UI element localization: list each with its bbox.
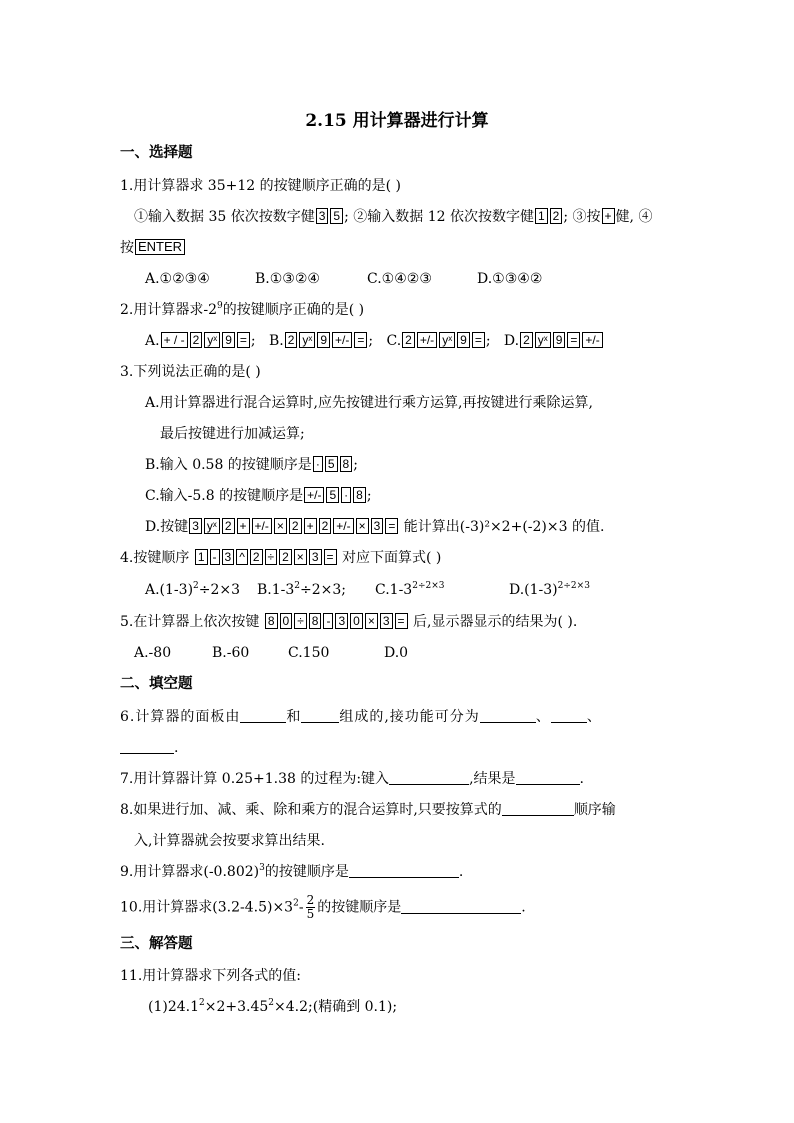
key-sign: +/- bbox=[417, 332, 437, 348]
q4-option-a-text: A.(1-3) bbox=[145, 582, 194, 598]
key-divide: ÷ bbox=[294, 613, 307, 629]
key-0: 0 bbox=[350, 613, 363, 629]
answer-blank[interactable] bbox=[120, 739, 174, 754]
separator: ; bbox=[250, 333, 256, 349]
q5-option-c: C.150 bbox=[288, 645, 330, 661]
key-plus: + bbox=[602, 208, 615, 224]
separator: ; bbox=[368, 333, 374, 349]
key-8: 8 bbox=[353, 487, 366, 503]
answer-blank[interactable] bbox=[516, 770, 580, 785]
q8-text: 8.如果进行加、减、乘、除和乘方的混合运算时,只要按算式的 bbox=[120, 802, 502, 818]
q9-text: 9.用计算器求(-0.802) bbox=[120, 864, 260, 880]
key-3: 3 bbox=[316, 208, 329, 224]
key-5: 5 bbox=[330, 208, 343, 224]
answer-blank[interactable] bbox=[389, 770, 469, 785]
q4-option-b-text: ÷2×3; bbox=[300, 582, 347, 598]
q10-fraction bbox=[306, 894, 316, 921]
key-9: 9 bbox=[457, 332, 470, 348]
key-divide: ÷ bbox=[265, 549, 278, 565]
key-times: × bbox=[274, 518, 287, 534]
q6-text: 和 bbox=[286, 709, 302, 725]
q1-stem: 1.用计算器求 35+12 的按键顺序正确的是( ) bbox=[120, 178, 401, 194]
section-heading-answer: 三、解答题 bbox=[120, 935, 193, 952]
q5-option-d: D.0 bbox=[384, 645, 409, 661]
key-equals: = bbox=[567, 332, 580, 348]
q10-line bbox=[120, 894, 526, 921]
q5-option-a: A.-80 bbox=[134, 645, 172, 661]
key-power: yˣ bbox=[204, 332, 220, 348]
key-2: 2 bbox=[279, 549, 292, 565]
key-power: yˣ bbox=[204, 518, 220, 534]
key-2: 2 bbox=[250, 549, 263, 565]
q1-options bbox=[145, 269, 542, 289]
q3-text: 能计算出(-3)²×2+(-2)×3 的值. bbox=[403, 519, 605, 535]
q2-text: 的按键顺序正确的是( ) bbox=[222, 302, 365, 318]
q10-text: . bbox=[521, 899, 526, 916]
q1-option-c: C.①④②③ bbox=[367, 271, 432, 287]
q2-stem bbox=[120, 300, 364, 320]
key-0: 0 bbox=[280, 613, 293, 629]
key-2: 2 bbox=[319, 518, 332, 534]
key-3: 3 bbox=[335, 613, 348, 629]
key-3: 3 bbox=[380, 613, 393, 629]
section-heading-fill: 二、填空题 bbox=[120, 675, 193, 692]
q6-text: . bbox=[174, 740, 179, 756]
answer-blank[interactable] bbox=[480, 708, 536, 723]
q1-option-a: A.①②③④ bbox=[145, 271, 210, 287]
q4-option-d bbox=[509, 580, 590, 600]
key-dot: · bbox=[341, 487, 351, 503]
key-sign: +/- bbox=[582, 332, 602, 348]
q4-option-b-text: B.1-3 bbox=[257, 582, 295, 598]
q8-text: 顺序输 bbox=[573, 802, 616, 818]
q10-text: - bbox=[298, 899, 304, 916]
key-8: 8 bbox=[265, 613, 278, 629]
q5-text: 5.在计算器上依次按键 bbox=[120, 614, 260, 630]
key-3: 3 bbox=[222, 549, 235, 565]
q1-text: ①输入数据 35 依次按数字健 bbox=[134, 209, 315, 225]
key-dot: · bbox=[313, 456, 323, 472]
key-sign: +/- bbox=[332, 332, 352, 348]
fraction-numerator: 2 bbox=[306, 893, 315, 907]
q6-text: 、 bbox=[535, 709, 551, 725]
key-8: 8 bbox=[340, 456, 353, 472]
q4-option-b bbox=[257, 580, 375, 600]
separator: ; bbox=[485, 333, 491, 349]
q4-text: 对应下面算式( ) bbox=[341, 550, 442, 566]
q10-text: 10.用计算器求(3.2-4.5)×3 bbox=[120, 899, 294, 916]
key-sign: +/- bbox=[333, 518, 353, 534]
q11-text: ×4.2;(精确到 0.1); bbox=[274, 999, 398, 1015]
q7-text: ,结果是 bbox=[469, 771, 516, 787]
q2-option-d-label: D. bbox=[503, 333, 520, 349]
q6-line2 bbox=[120, 738, 178, 758]
key-plus: + bbox=[304, 518, 317, 534]
section-heading-choice: 一、选择题 bbox=[120, 144, 193, 161]
q6-text: 6.计算器的面板由 bbox=[120, 709, 241, 725]
q11-stem: 11.用计算器求下列各式的值: bbox=[120, 968, 301, 984]
answer-blank[interactable] bbox=[301, 708, 339, 723]
q6-text: 、 bbox=[586, 709, 602, 725]
q4-stem bbox=[120, 548, 441, 568]
key-equals: = bbox=[354, 332, 367, 348]
q9-text: 的按键顺序是 bbox=[264, 864, 349, 880]
q4-option-b-exponent: 2 bbox=[294, 581, 301, 591]
q7-text: . bbox=[579, 771, 584, 787]
key-5: 5 bbox=[326, 487, 339, 503]
q4-option-c-text: C.1-3 bbox=[375, 582, 413, 598]
q5-option-b: B.-60 bbox=[212, 645, 250, 661]
q3-option-d bbox=[145, 517, 604, 537]
key-equals: = bbox=[385, 518, 398, 534]
q3-option-a-line2: 最后按键进行加减运算; bbox=[160, 426, 305, 442]
key-9: 9 bbox=[553, 332, 566, 348]
key-1: 1 bbox=[535, 208, 548, 224]
q4-option-a bbox=[145, 580, 257, 600]
q9-line bbox=[120, 862, 463, 882]
q11-exponent: 2 bbox=[268, 998, 275, 1008]
q1-text: 健, ④ bbox=[615, 209, 653, 225]
q3-stem: 3.下列说法正确的是( ) bbox=[120, 364, 261, 380]
key-3: 3 bbox=[189, 518, 202, 534]
key-sign: + / - bbox=[161, 332, 188, 348]
key-2: 2 bbox=[289, 518, 302, 534]
q2-text: 2.用计算器求-2 bbox=[120, 302, 217, 318]
q3-option-a-line1: A.用计算器进行混合运算时,应先按键进行乘方运算,再按键进行乘除运算, bbox=[145, 395, 593, 411]
q2-option-a-label: A. bbox=[145, 333, 160, 349]
q9-exponent: 3 bbox=[259, 863, 265, 873]
key-equals: = bbox=[395, 613, 408, 629]
key-9: 9 bbox=[317, 332, 330, 348]
q3-option-c: C.输入-5.8 的按键顺序是 +/- 5 · 8 ; bbox=[145, 488, 372, 504]
q2-options bbox=[145, 331, 604, 351]
q4-options bbox=[145, 580, 590, 600]
q4-option-a-text: ÷2×3 bbox=[198, 582, 241, 598]
answer-blank[interactable] bbox=[401, 899, 521, 914]
key-equals: = bbox=[472, 332, 485, 348]
q3-text: D.按键 bbox=[145, 519, 189, 535]
q5-stem bbox=[120, 612, 577, 632]
key-plus: + bbox=[237, 518, 250, 534]
q11-text: ×2+3.45 bbox=[204, 999, 269, 1015]
q6-line1 bbox=[120, 707, 602, 727]
key-5: 5 bbox=[325, 456, 338, 472]
answer-blank[interactable] bbox=[349, 863, 459, 878]
q5-text: 后,显示器显示的结果为( ). bbox=[413, 614, 578, 630]
key-power: yˣ bbox=[535, 332, 551, 348]
key-times: × bbox=[294, 549, 307, 565]
q1-line1 bbox=[134, 207, 652, 227]
q8-line2: 入,计算器就会按要求算出结果. bbox=[134, 833, 325, 849]
q3-option-b: B.输入 0.58 的按键顺序是 · 5 8 ; bbox=[145, 457, 358, 473]
key-1: 1 bbox=[195, 549, 208, 565]
q7-line bbox=[120, 769, 584, 789]
q11-text: (1)24.1 bbox=[148, 999, 200, 1015]
q2-exponent: 9 bbox=[217, 301, 223, 311]
key-3: 3 bbox=[371, 518, 384, 534]
answer-blank[interactable] bbox=[240, 708, 286, 723]
key-power: yˣ bbox=[439, 332, 455, 348]
answer-blank[interactable] bbox=[502, 801, 574, 816]
key-2: 2 bbox=[222, 518, 235, 534]
q4-option-a-exponent: 2 bbox=[193, 581, 199, 591]
q1-text: ; ②输入数据 12 依次按数字健 bbox=[344, 209, 534, 225]
key-2: 2 bbox=[520, 332, 533, 348]
q5-options bbox=[134, 643, 408, 663]
answer-blank[interactable] bbox=[551, 708, 587, 723]
key-minus: - bbox=[323, 613, 333, 629]
q11-exponent: 2 bbox=[199, 998, 205, 1008]
q9-text: . bbox=[458, 864, 464, 880]
q7-text: 7.用计算器计算 0.25+1.38 的过程为:键入 bbox=[120, 771, 390, 787]
key-caret: ^ bbox=[236, 549, 248, 565]
page-title: 2.15 用计算器进行计算 bbox=[305, 111, 489, 131]
key-power: yˣ bbox=[299, 332, 315, 348]
q8-line1 bbox=[120, 800, 616, 820]
key-times: × bbox=[356, 518, 369, 534]
q10-text: 的按键顺序是 bbox=[317, 899, 402, 916]
key-sign: +/- bbox=[252, 518, 272, 534]
key-9: 9 bbox=[222, 332, 235, 348]
key-3: 3 bbox=[309, 549, 322, 565]
q4-option-c-exponent: 2÷2×3 bbox=[412, 581, 445, 591]
q10-exponent: 2 bbox=[293, 898, 299, 909]
q1-text: 按 bbox=[120, 240, 134, 256]
q4-option-d-exponent: 2÷2×3 bbox=[557, 581, 590, 591]
key-times: × bbox=[365, 613, 378, 629]
q4-option-d-text: D.(1-3) bbox=[509, 582, 558, 598]
q6-text: 组成的,接功能可分为 bbox=[339, 709, 480, 725]
q11-subquestion-1 bbox=[148, 997, 397, 1017]
fraction-denominator: 5 bbox=[306, 907, 315, 921]
q3-text: B.输入 0.58 的按键顺序是 bbox=[145, 457, 312, 473]
q4-text: 4.按键顺序 bbox=[120, 550, 190, 566]
q1-line2 bbox=[120, 238, 186, 258]
q1-text: ; ③按 bbox=[563, 209, 601, 225]
key-enter: ENTER bbox=[135, 239, 185, 255]
key-sign: +/- bbox=[304, 487, 324, 503]
q1-option-b: B.①③②④ bbox=[255, 271, 320, 287]
key-minus: - bbox=[210, 549, 220, 565]
q4-option-c bbox=[375, 580, 509, 600]
key-2: 2 bbox=[550, 208, 563, 224]
q2-option-b-label: B. bbox=[268, 333, 284, 349]
key-2: 2 bbox=[190, 332, 203, 348]
key-2: 2 bbox=[285, 332, 298, 348]
q2-option-c-label: C. bbox=[386, 333, 402, 349]
key-8: 8 bbox=[309, 613, 322, 629]
key-2: 2 bbox=[402, 332, 415, 348]
key-equals: = bbox=[237, 332, 250, 348]
q1-option-d: D.①③④② bbox=[477, 271, 543, 287]
q3-text: C.输入-5.8 的按键顺序是 bbox=[145, 488, 304, 504]
key-equals: = bbox=[324, 549, 337, 565]
